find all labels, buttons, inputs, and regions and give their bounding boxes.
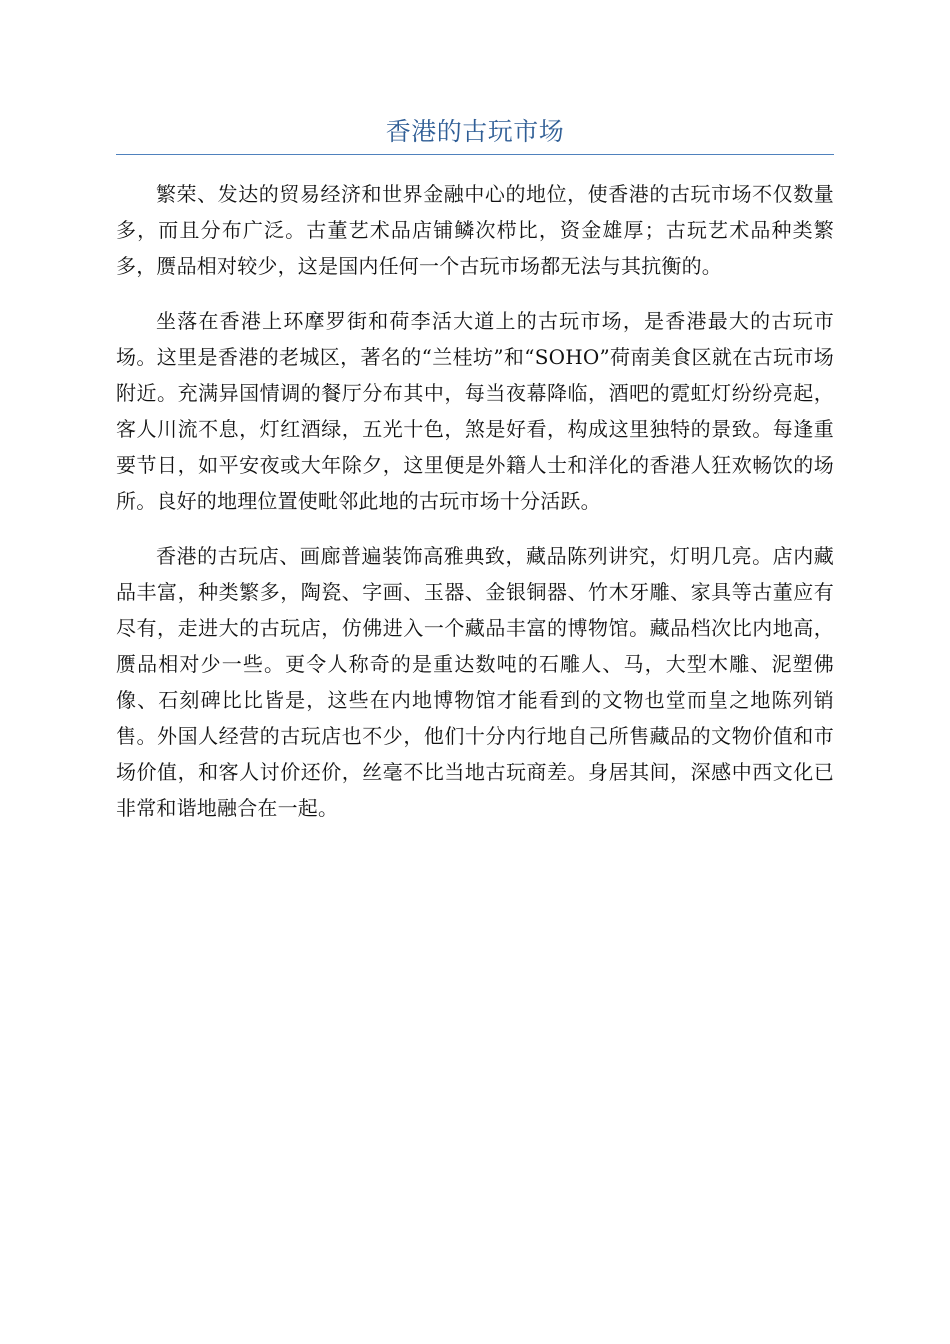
document-title: 香港的古玩市场 — [385, 117, 565, 146]
document-body — [116, 176, 834, 845]
paragraph-1: 繁荣、发达的贸易经济和世界金融中心的地位，使香港的古玩市场不仅数量多，而且分布广泛。古董艺术品店铺鳞次栉比，资金雄厚；古玩艺术品种类繁多，赝品相对较少，这是国内任何一个古玩市场都无法与其抗衡的。 — [116, 182, 834, 278]
title-underline — [116, 154, 834, 155]
paragraph-2: 坐落在香港上环摩罗街和荷李活大道上的古玩市场，是香港最大的古玩市场。这里是香港的老城区，著名的“兰桂坊”和“SOHO”荷南美食区就在古玩市场附近。充满异国情调的餐厅分布其中，每当夜幕降临，酒吧的霓虹灯纷纷亮起，客人川流不息，灯红酒绿，五光十色，煞是好看，构成这里独特的景致。每逢重要节日，如平安夜或大年除夕，这里便是外籍人士和洋化的香港人狂欢畅饮的场所。良好的地理位置使毗邻此地的古玩市场十分活跃。 — [116, 309, 834, 513]
paragraph-3: 香港的古玩店、画廊普遍装饰高雅典致，藏品陈列讲究，灯明几亮。店内藏品丰富，种类繁多，陶瓷、字画、玉器、金银铜器、竹木牙雕、家具等古董应有尽有，走进大的古玩店，仿佛进入一个藏品丰富的博物馆。藏品档次比内地高，赝品相对少一些。更令人称奇的是重达数吨的石雕人、马，大型木雕、泥塑佛像、石刻碑比比皆是，这些在内地博物馆才能看到的文物也堂而皇之地陈列销售。外国人经营的古玩店也不少，他们十分内行地自己所售藏品的文物价值和市场价值，和客人讨价还价，丝毫不比当地古玩商差。身居其间，深感中西文化已非常和谐地融合在一起。 — [116, 544, 834, 820]
